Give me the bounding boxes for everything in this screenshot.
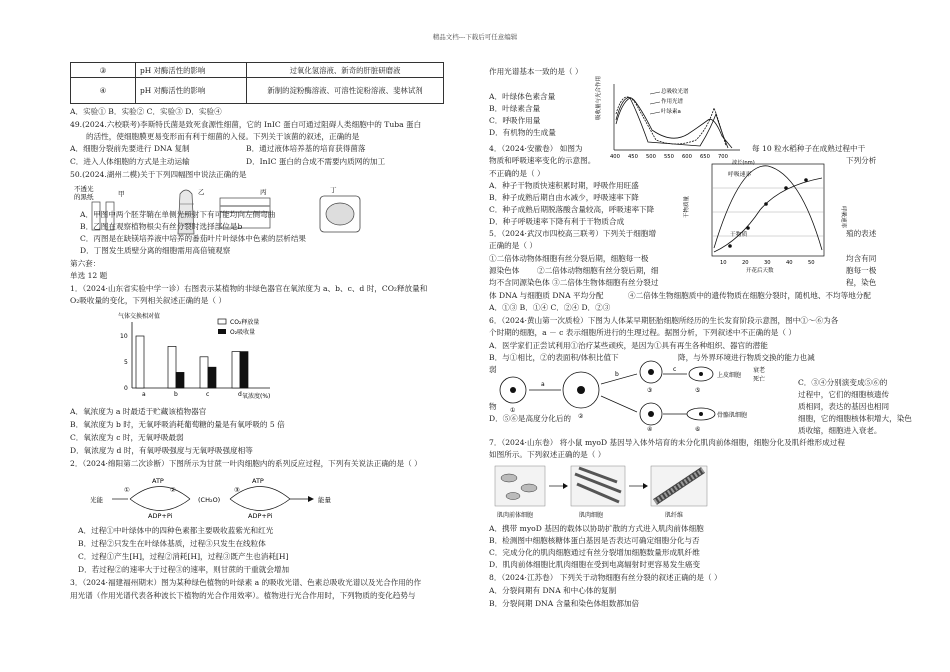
figure-caption: 肌肉细胞 [579,512,604,519]
x-tick-label: c [206,391,210,398]
q5-stem: 均含有同 [846,254,877,263]
q3-stem: 用光谱（作用光谱代表各种波长下植物的光合作用效率）。植物进行光合作用时，下列物质的变化趋势与 [70,591,416,600]
cell-label: ② [578,413,584,420]
flow-step: ① [124,486,130,494]
legend-label: O₂吸收量 [230,329,256,336]
x-tick: 400 [610,154,620,160]
q49-option-a: A．细胞分裂前先要进行 DNA 复制 [70,144,190,153]
q5-statement: 均不含同源染色体 ③二倍体生物体细胞有丝分裂过 [489,278,659,287]
process-label: a [541,381,545,388]
q1-option-a: A．氧浓度为 a 时最适于贮藏该植物器官 [70,407,207,416]
legend-swatch [218,319,226,324]
q3-spectrum-chart [596,75,755,166]
q1-option-d: D．氧浓度为 d 时，有氧呼吸强度与无氧呼吸强度相等 [70,446,253,455]
y-tick: 0 [124,385,128,392]
cell-label: ④ [647,426,653,433]
q8-option-b: B．分裂间期 DNA 含量和染色体组数都加倍 [489,599,640,608]
y-axis-label: 干物质量 [684,195,690,218]
q5-statement: 程，染色 [846,278,877,287]
q2-option-a: A．过程①中叶绿体中的四种色素都主要吸收蓝紫光和红光 [78,526,274,535]
aging-label: 衰老 [753,367,766,374]
y-tick: 5 [124,359,128,366]
q1-stem: O₂吸收量的变化，下列相关叙述正确的是（ ） [70,296,226,305]
table-cell: ④ [71,78,136,104]
curve-label: 干物质 [730,232,748,238]
cell-type: 上皮细胞 [717,372,742,379]
q6-option-c: C．③④分别演变成⑤⑥的 [798,378,888,387]
x-axis-label: 开花后天数 [746,268,774,274]
x-tick: 550 [664,154,674,160]
table-cell: 过氧化氢溶液、新奇的肝脏研磨液 [247,63,444,78]
set-heading: 第六套： [70,259,101,268]
x-tick: 20 [742,260,749,266]
q4-stem: 下列分析 [846,156,877,165]
figure-caption: 肌肉前体细胞 [497,512,534,519]
legend-swatch [218,329,226,334]
q4-stem: 物质和呼吸速率变化的示意图。 [489,156,596,165]
q4-option-b: B．种子成熟后期自由水减少，呼吸速率下降 [489,193,639,202]
x-tick: 40 [786,260,793,266]
q6-stem: 6．（2024·黄山第一次质检）下图为人体某早期胚胎细胞所经历的生长发育阶段示意图，图中①～⑥为各 [489,316,839,325]
x-tick: 650 [700,154,710,160]
q7-option-d: D．肌肉前体细胞比肌肉细胞在受到电离辐射时更容易发生癌变 [489,560,701,569]
flow-step: ② [170,486,176,494]
q2-option-d: D．若过程②的速率大于过程③的速率，则甘蔗的干重就会增加 [78,565,290,574]
x-tick-label: a [142,391,146,398]
q7-option-b: B．检测图中细胞核糖体蛋白基因是否表达可确定细胞分化与否 [489,536,700,545]
fig-label: 丁 [330,186,337,194]
q3-option-b: B．叶绿素含量 [489,104,541,113]
q5-statement: ①二倍体动物体细胞有丝分裂后期，细胞每一极 [489,254,649,263]
flow-step: ③ [234,486,240,494]
curve-label: 叶绿素a [661,109,681,115]
q3-option-d: D．有机物的生成量 [489,128,556,137]
curve-label: 呼吸速率 [728,172,752,178]
x-tick: 30 [764,260,771,266]
figure-caption: 肌纤维 [665,512,684,519]
q2-stem: 2．（2024·绵阳第二次诊断）下图所示为甘蔗一叶肉细胞内的系列反应过程，下列有关说法正确的是（ ） [70,459,422,468]
q7-stem: 7．（2024·山东卷） 将小鼠 myoD 基因导入体外培育的未分化肌肉前体细胞，细胞分化及肌纤维形成过程 [489,438,845,447]
flow-label: 光能 [90,496,103,504]
death-label: 死亡 [753,376,766,383]
q5-stem: 正确的是（ ） [489,241,537,250]
fig-label: 丙 [260,188,267,196]
q5-statement: 胞每一极 [846,266,877,275]
q4-option-c: C．种子成熟后期脱落酸含量较高，呼吸速率下降 [489,205,655,214]
table-cell: pH 对酶活性的影响 [136,78,247,104]
q50-option-c: C．丙图是在缺镁培养液中培养的番茄叶片叶绿体中色素的层析结果 [80,234,307,243]
table-cell: ③ [71,63,136,78]
q6-stem: 个时期的细胞，a － c 表示细胞所进行的生理过程。据图分析，下列叙述中不正确的是（ ） [489,328,796,337]
q3-option-a: A．叶绿体色素含量 [489,92,556,101]
bar-o2-d [240,352,248,388]
q5-statement: ②二倍体动物细胞有丝分裂后期，细 [537,266,659,275]
table-cell: 新制的淀粉酶溶液、可溶性淀粉溶液、斐林试剂 [247,78,444,104]
bar-o2-b [176,372,184,388]
cell-label: ⑥ [695,426,701,433]
q6-option-b: B．与①相比，②的表面积/体积比值下 [489,353,619,362]
cell-label: ③ [647,387,653,394]
flow-label: 能量 [318,496,331,504]
q2-option-b: B．过程②只发生在叶绿体基质，过程③只发生在线粒体 [78,539,266,548]
q6-option-d: D．⑤⑥是高度分化后的 [489,414,572,423]
q7-option-a: A．携带 myoD 基因的载体以协助扩散的方式进入肌肉前体细胞 [489,524,704,533]
fig-label: 的黑纸 [74,193,94,201]
q7-muscle-figure [489,462,719,520]
q8-option-a: A．分裂间期有 DNA 和中心体的复制 [489,586,617,595]
x-tick: 600 [682,154,692,160]
q49-option-d: D．InIC 蛋白的合成不需要内质网的加工 [246,157,386,166]
cell-type: 骨骼肌细胞 [717,412,748,419]
bar-co2-d [232,352,240,388]
q6-option-b: 降，与外界环境进行物质交换的能力也减 [678,353,815,362]
curve-label: 作用光谱 [661,99,684,105]
q4-option-d: D．种子呼吸速率下降有利于干物质合成 [489,217,625,226]
bar-co2-b [168,346,176,388]
legend-label: CO₂释放量 [230,319,260,326]
flow-label: ATP [252,477,264,485]
q1-stem: 1．（2024·山东省实验中学一诊）右图表示某植物的非绿色器官在氧浓度为 a、b、c、d 时，CO₂释放量和 [70,284,428,293]
table-cell: pH 对酶活性的影响 [136,63,247,78]
curve-label: 总吸收光谱 [661,89,689,95]
q50-option-a: A．甲图中两个胚芽鞘在单侧光照射下有可能均向左侧弯曲 [80,210,276,219]
q4-stem: 每 10 粒水稻种子在成熟过程中干 [752,144,866,153]
q5-statement: 源染色体 [489,266,520,275]
bar-co2-a [136,336,144,388]
bar-co2-c [200,357,208,388]
q3-stem: 3．（2024·福建福州期末）图为某种绿色植物的叶绿素 a 的吸收光谱、色素总吸收光谱以及光合作用的作 [70,578,422,587]
flow-label: ADP+Pi [248,512,273,520]
q5-stem: 殖的表述 [846,229,877,238]
q50-option-b: B．乙图在观察植物根尖有丝分裂时选择部位是b [80,222,243,231]
x-tick: 10 [720,260,727,266]
q6-option-d: 细胞，它的细胞核体积增大，染色 [798,414,912,423]
x-tick-label: b [174,391,178,398]
q49-stem: 的活性，使细胞膜更易变形而有利于细菌的入侵。下列关于该菌的叙述，正确的是 [86,132,360,141]
q4-option-a: A．种子干物质快速积累时期，呼吸作用旺盛 [489,181,639,190]
flow-label: ADP+Pi [148,512,173,520]
flow-label: (CH₂O) [198,496,221,504]
q1-option-b: B．氧浓度为 b 时，无氧呼吸消耗葡萄糖的量是有氧呼吸的 5 倍 [70,420,285,429]
y-axis-label: 呼吸速率 [840,206,846,229]
x-tick-label: d [238,391,242,398]
chart-title: 气体交换相对值 [118,313,161,320]
q7-option-c: C．完成分化的肌肉细胞通过有丝分裂增加细胞数量形成肌纤维 [489,548,700,557]
q6-option-d: 物 [489,402,497,411]
x-axis-label: 氧浓度(%) [242,393,271,400]
x-axis-label: 波长(nm) [732,160,755,166]
page-header: 精品文档---下载后可任意编辑 [432,33,518,41]
q5-stem: 5．（2024·武汉市四校高三联考）下列关于细胞增 [489,229,657,238]
q6-option-c: 过程中，它们的细胞核遗传 [798,390,890,399]
q7-stem: 如图所示。下列叙述正确的是（ ） [489,450,606,459]
x-tick: 450 [628,154,638,160]
q1-bar-chart [70,310,290,400]
process-label: b [615,371,619,378]
q6-option-c: 质相同，表达的基因也相同 [798,402,890,411]
q4-seed-chart [684,160,846,274]
q4-stem: 不正确的是（ ） [489,169,545,178]
q4-stem: 4．（2024·安徽卷） 如图为 [489,144,583,153]
q6-option-b: 弱 [489,365,497,374]
q5-statement: ④二倍体生物细胞质中的遗传物质在细胞分裂时，随机地、不均等地分配 [628,291,871,300]
cell-label: ⑤ [695,387,701,394]
q48-options: A．实验① B．实验② C．实验③ D．实验④ [70,107,222,116]
flow-label: ATP [152,477,164,485]
fig-label: 甲 [118,190,125,198]
q5-statement: 体 DNA 与细胞质 DNA 平均分配 [489,291,604,300]
q3-option-c: C．呼吸作用量 [489,116,541,125]
q8-stem: 8．（2024·江苏卷） 下列关于动物细胞有丝分裂的叙述正确的是（ ） [489,573,722,582]
x-tick: 50 [808,260,815,266]
table-row [71,78,444,104]
q49-option-b: B．通过液体培养基的培育获得菌落 [246,144,366,153]
q6-option-a: A．医学家们正尝试利用①治疗某些顽疾，是因为①具有再生各种组织、器官的潜能 [489,341,768,350]
q6-option-d: 质收缩，细胞进入衰老。 [798,426,882,435]
process-label: c [673,366,677,373]
x-tick: 500 [646,154,656,160]
section-heading: 单选 12 题 [70,271,108,280]
x-tick: 700 [718,154,728,160]
q49-option-c: C．进入人体细胞的方式是主动运输 [70,157,190,166]
fig-label: 不透光 [74,185,94,193]
q2-flow-diagram [90,474,350,522]
bar-o2-c [208,367,216,388]
q2-option-c: C．过程①产生[H]，过程②消耗[H]，过程③既产生也消耗[H] [78,552,289,561]
q3-stem-tail: 作用光谱基本一致的是（ ） [489,67,583,76]
table-row [71,63,444,78]
y-tick: 10 [120,333,128,340]
q50-stem: 50.(2024.湖州二模)关于下列四幅图中说法正确的是 [70,170,247,179]
q50-option-d: D．丁图发生质壁分离的细胞需用高倍镜观察 [80,246,231,255]
q49-stem: 49.(2024.六校联考)李斯特氏菌是致死食源性细菌，它的 InIC 蛋白可通过阻碍人类细胞中的 Tuba 蛋白 [70,120,422,129]
q5-options: A．①③ B．①④ C．②④ D．②③ [489,303,611,312]
y-axis-label: 吸收量与光合作用 [596,75,602,120]
experiment-table [70,62,444,104]
q1-option-c: C．氧浓度为 c 时，无氧呼吸最弱 [70,433,184,442]
cell-label: ① [510,407,516,414]
fig-label: 乙 [198,188,205,196]
